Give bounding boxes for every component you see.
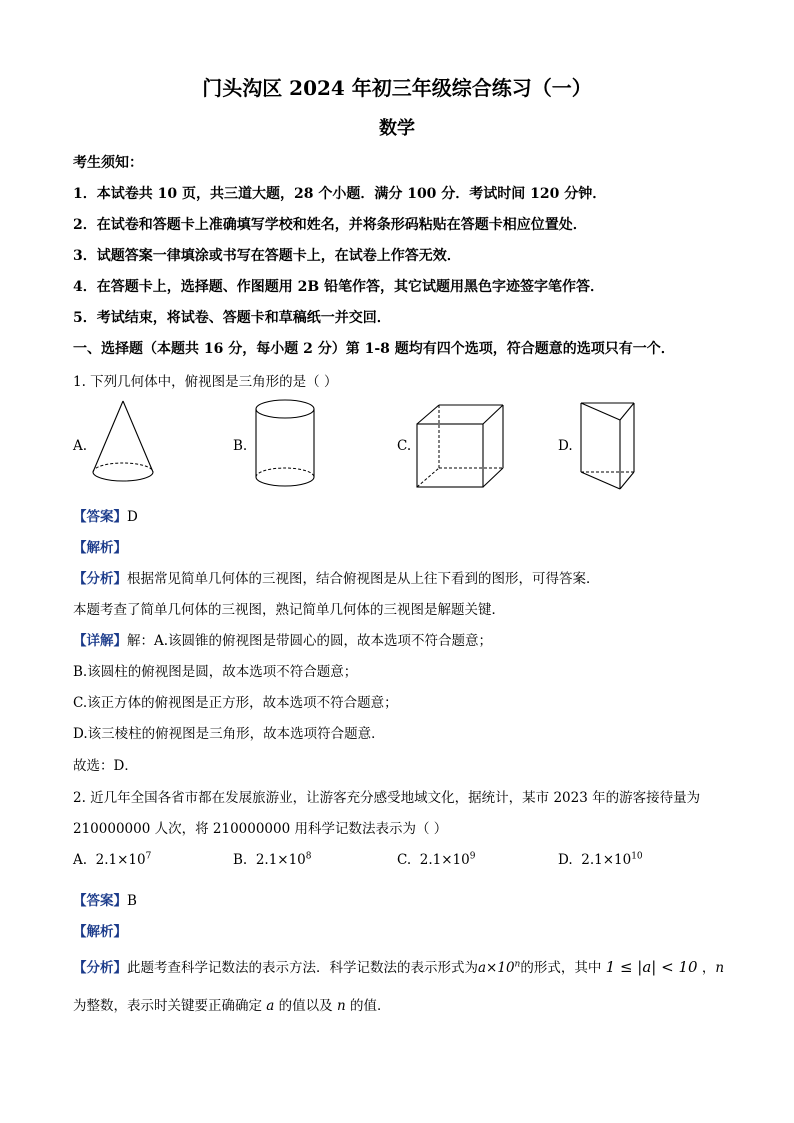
inequality: 1 ≤ |a| < 10: [605, 958, 698, 976]
q2-analysis-tag: [73, 920, 127, 940]
q1-option-c-label: C.: [397, 438, 412, 454]
notice-heading: 考生须知：: [73, 155, 143, 171]
q1-detail-c: C.该正方体的俯视图是正方形，故本选项不符合题意；: [73, 695, 398, 711]
option-label: C.: [397, 852, 412, 868]
variable-n: n: [336, 998, 346, 1014]
formula-base: a×10: [478, 960, 515, 976]
analysis-tag: 【解析】: [73, 924, 127, 940]
q1-detail: [73, 629, 492, 649]
fenxi-text: 此题考查科学记数法的表示方法．科学记数法的表示形式为: [127, 960, 478, 976]
answer-tag: 【答案】: [73, 509, 127, 525]
q1-detail-b: B.该圆柱的俯视图是圆，故本选项不符合题意；: [73, 664, 358, 680]
option-mantissa: 2.1×10: [95, 852, 146, 868]
q1-analysis-tag: [73, 536, 127, 556]
cone-figure: [88, 398, 158, 490]
fenxi-text: 的形式，其中: [520, 960, 602, 976]
option-mantissa: 2.1×10: [419, 852, 470, 868]
q2-option-d: [558, 852, 643, 868]
answer-tag: 【答案】: [73, 893, 127, 909]
detail-tag: 【详解】: [73, 633, 127, 649]
question-1-stem: 1. 下列几何体中，俯视图是三角形的是（ ）: [73, 374, 338, 390]
question-2-stem-line2: 210000000 人次，将 210000000 用科学记数法表示为（ ）: [73, 821, 448, 837]
analysis-tag: 【解析】: [73, 540, 127, 556]
q1-note: 本题考查了简单几何体的三视图，熟记简单几何体的三视图是解题关键．: [73, 602, 505, 618]
q2-option-b: [233, 852, 312, 868]
q1-detail-d: D.该三棱柱的俯视图是三角形，故本选项符合题意．: [73, 726, 385, 742]
cylinder-figure: [250, 397, 320, 493]
page-title: 门头沟区 2024 年初三年级综合练习（一）: [202, 76, 592, 100]
fenxi-text: 的值．: [349, 998, 391, 1014]
variable-n: n: [715, 960, 725, 976]
q1-answer: [73, 505, 138, 525]
subject-title: 数学: [379, 118, 415, 139]
fenxi-text: ，: [701, 960, 716, 976]
option-label: A.: [73, 852, 88, 868]
q1-choose: 故选：D．: [73, 758, 138, 774]
cube-figure: [413, 402, 505, 494]
option-mantissa: 2.1×10: [581, 852, 632, 868]
q2-option-a: [73, 852, 151, 868]
answer-value: D: [127, 509, 138, 525]
notice-item: 3．试题答案一律填涂或书写在答题卡上，在试卷上作答无效．: [73, 248, 461, 264]
option-label: B.: [233, 852, 248, 868]
option-exponent: 9: [469, 851, 476, 862]
fenxi-text: 的值以及: [278, 998, 333, 1014]
option-exponent: 8: [305, 851, 312, 862]
q1-option-a-label: A.: [73, 438, 88, 454]
fenxi-text: 为整数，表示时关键要正确确定: [73, 998, 262, 1014]
q2-answer: [73, 889, 137, 909]
notice-item: 4．在答题卡上，选择题、作图题用 2B 铅笔作答，其它试题用黑色字迹签字笔作答．: [73, 279, 605, 295]
answer-value: B: [127, 893, 137, 909]
notice-item: 2．在试卷和答题卡上准确填写学校和姓名，并将条形码粘贴在答题卡相应位置处．: [73, 217, 587, 233]
variable-a: a: [266, 998, 275, 1014]
detail-a: 解：A.该圆锥的俯视图是带圆心的圆，故本选项不符合题意；: [127, 633, 493, 649]
q1-option-d-label: D.: [558, 438, 573, 454]
triangular-prism-figure: [578, 400, 638, 492]
fenxi-tag: 【分析】: [73, 571, 127, 587]
question-2-stem: 2. 近几年全国各省市都在发展旅游业，让游客充分感受地域文化，据统计，某市 2023 年的游客接待量为: [73, 790, 701, 806]
option-exponent: 10: [631, 851, 643, 862]
fenxi-text: 根据常见简单几何体的三视图，结合俯视图是从上往下看到的图形，可得答案．: [127, 571, 600, 587]
notice-item: 1．本试卷共 10 页，共三道大题，28 个小题．满分 100 分．考试时间 120 分钟．: [73, 186, 607, 202]
section-heading: 一、选择题（本题共 16 分，每小题 2 分）第 1-8 题均有四个选项，符合题意的选项只有一个．: [73, 341, 675, 357]
q1-option-b-label: B.: [233, 438, 248, 454]
option-label: D.: [558, 852, 573, 868]
formula-exponent: n: [514, 959, 521, 970]
option-mantissa: 2.1×10: [255, 852, 306, 868]
option-exponent: 7: [145, 851, 152, 862]
notice-item: 5．考试结束，将试卷、答题卡和草稿纸一并交回．: [73, 310, 391, 326]
fenxi-tag: 【分析】: [73, 960, 127, 976]
q1-fenxi: [73, 567, 600, 587]
q2-option-c: [397, 852, 475, 868]
q2-fenxi: [73, 956, 724, 976]
q2-fenxi-line2: [73, 994, 390, 1014]
